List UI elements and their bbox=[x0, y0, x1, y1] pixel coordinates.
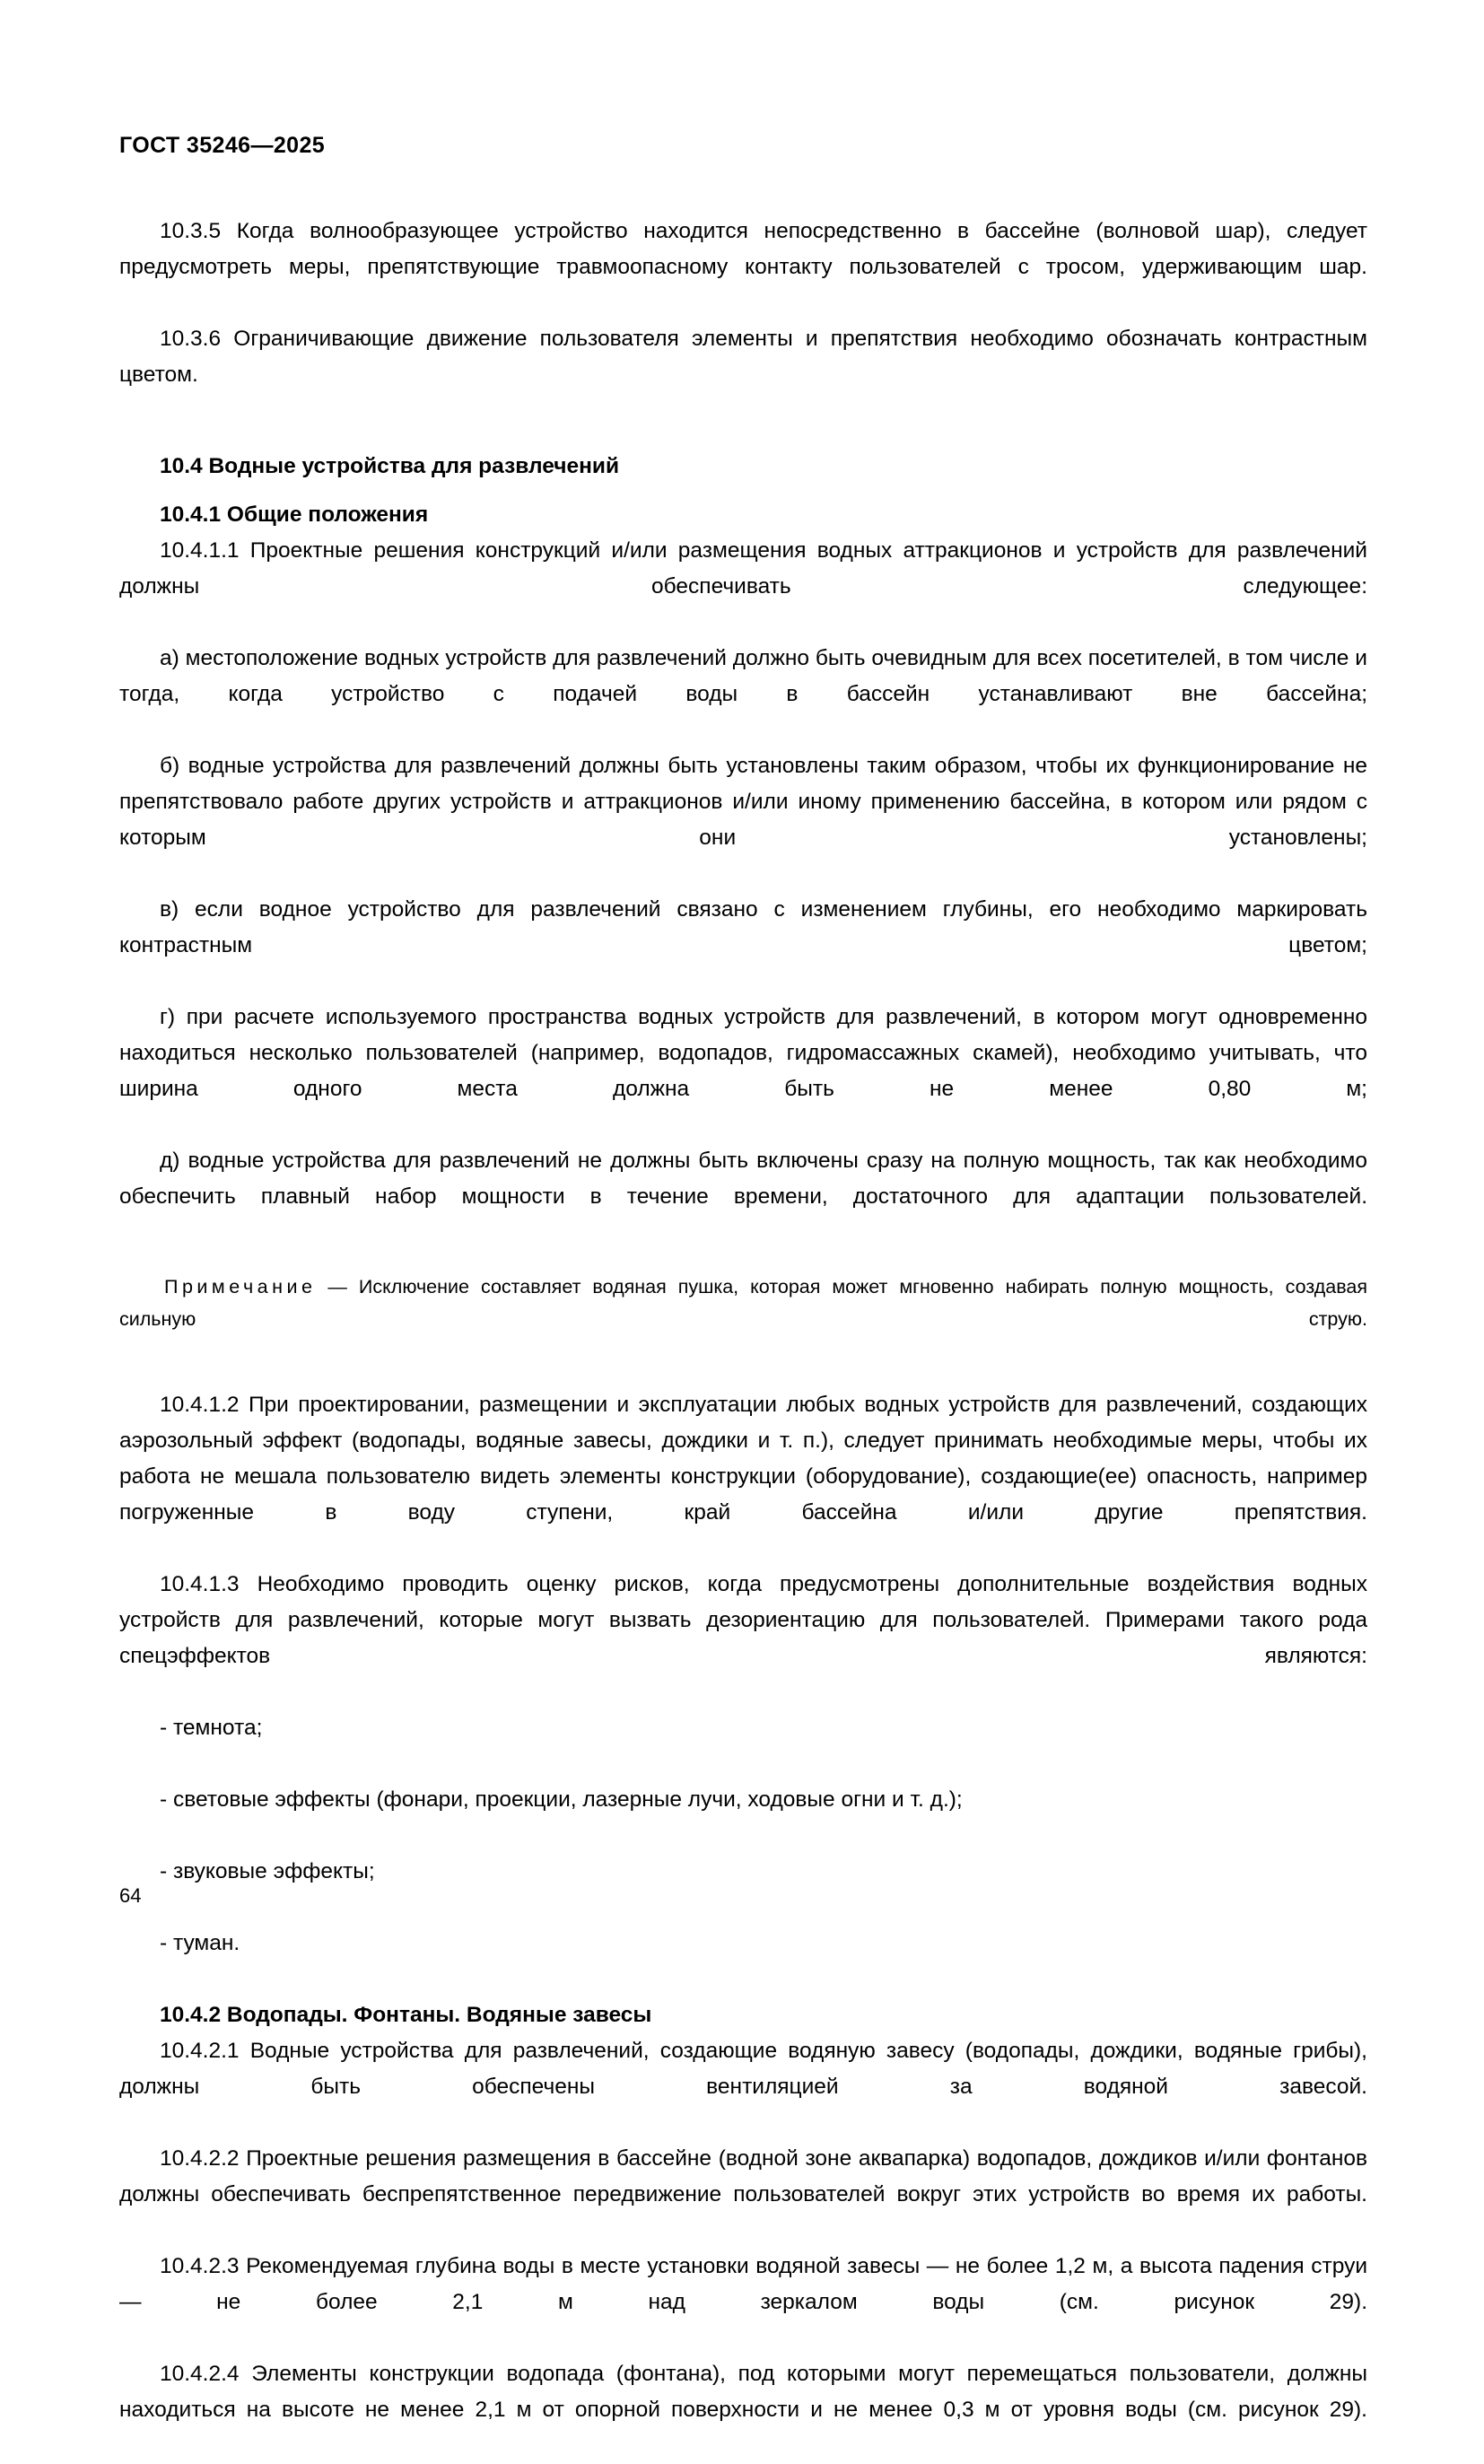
note-text: Исключение составляет водяная пушка, которая может мгновенно набирать полную мощность, создавая сильную струю. bbox=[119, 1276, 1368, 1330]
note-label: Примечание bbox=[164, 1276, 317, 1298]
list-item-g: г) при расчете используемого пространства водных устройств для развлечений, в котором могут одновременно находиться несколько пользователей (например, водопадов, гидромассажных скамей), необходимо учитывать, что ширина одного места должна быть не менее 0,80 м; bbox=[119, 1005, 1367, 1101]
bullet-item-sound-effects: - звуковые эффекты; bbox=[160, 1859, 375, 1883]
page-number: 64 bbox=[119, 1884, 142, 1907]
paragraph-10-4-1-3: 10.4.1.3 Необходимо проводить оценку рисков, когда предусмотрены дополнительные воздействия водных устройств для развлечений, которые могут вызвать дезориентацию для пользователей. Примерами такого рода спецэффектов являются: bbox=[119, 1572, 1367, 1668]
spacer bbox=[119, 1251, 1367, 1271]
list-item-d: д) водные устройства для развлечений не должны быть включены сразу на полную мощность, так как необходимо обеспечить плавный набор мощности в течение времени, достаточного для адаптации пользователей. bbox=[119, 1149, 1367, 1209]
paragraph-10-4-1-1: 10.4.1.1 Проектные решения конструкций и/или размещения водных аттракционов и устройств для развлечений должны обеспечивать следующее: bbox=[119, 538, 1367, 599]
note-dash: — bbox=[316, 1276, 359, 1298]
bullet-item-fog: - туман. bbox=[160, 1931, 240, 1955]
paragraph-10-3-5: 10.3.5 Когда волнообразующее устройство находится непосредственно в бассейне (волновой шар), следует предусмотреть меры, препятствующие травмоопасному контакту пользователей с тросом, удерживающим шар. bbox=[119, 219, 1367, 279]
heading-10-4-2: 10.4.2 Водопады. Фонтаны. Водяные завесы bbox=[160, 2003, 652, 2027]
paragraph-10-4-2-3: 10.4.2.3 Рекомендуемая глубина воды в месте установки водяной завесы — не более 1,2 м, а высота падения струи — не более 2,1 м над зеркалом воды (см. рисунок 29). bbox=[119, 2254, 1367, 2314]
note-block bbox=[119, 1271, 1367, 1367]
bullet-item-light-effects: - световые эффекты (фонари, проекции, лазерные лучи, ходовые огни и т. д.); bbox=[160, 1787, 963, 1812]
list-item-v: в) если водное устройство для развлечений связано с изменением глубины, его необходимо маркировать контрастным цветом; bbox=[119, 897, 1367, 957]
paragraph-10-4-2-2: 10.4.2.2 Проектные решения размещения в бассейне (водной зоне аквапарка) водопадов, дождиков и/или фонтанов должны обеспечивать беспрепятственное передвижение пользователей вокруг этих устройств во время их работы. bbox=[119, 2146, 1367, 2206]
spacer bbox=[119, 1367, 1367, 1387]
spacer bbox=[119, 485, 1367, 497]
page-header-standard-number: ГОСТ 35246—2025 bbox=[119, 133, 326, 158]
heading-10-4-1: 10.4.1 Общие положения bbox=[160, 502, 429, 527]
spacer bbox=[119, 429, 1367, 449]
bullet-item-darkness: - темнота; bbox=[160, 1716, 263, 1740]
paragraph-10-4-1-2: 10.4.1.2 При проектировании, размещении и эксплуатации любых водных устройств для развлечений, создающих аэрозольный эффект (водопады, водяные завесы, дождики и т. п.), следует принимать необходимые меры, чтобы их работа не мешала пользователю видеть элементы конструкции (оборудование), создающие(ее) опасность, например погруженные в воду ступени, край бассейна и/или другие препятствия. bbox=[119, 1393, 1367, 1525]
list-item-a: а) местоположение водных устройств для развлечений должно быть очевидным для всех посетителей, в том числе и тогда, когда устройство с подачей воды в бассейн устанавливают вне бассейна; bbox=[119, 646, 1367, 706]
heading-10-4: 10.4 Водные устройства для развлечений bbox=[160, 454, 620, 478]
paragraph-10-3-6: 10.3.6 Ограничивающие движение пользователя элементы и препятствия необходимо обозначать контрастным цветом. bbox=[119, 327, 1367, 387]
page-body bbox=[119, 214, 1367, 2464]
paragraph-10-4-2-1: 10.4.2.1 Водные устройства для развлечений, создающие водяную завесу (водопады, дождики, водяные грибы), должны быть обеспечены вентиляцией за водяной завесой. bbox=[119, 2039, 1367, 2099]
paragraph-10-4-2-4: 10.4.2.4 Элементы конструкции водопада (фонтана), под которыми могут перемещаться пользователи, должны находиться на высоте не менее 2,1 м от опорной поверхности и не менее 0,3 м от уровня воды (см. рисунок 29). bbox=[119, 2362, 1367, 2422]
list-item-b: б) водные устройства для развлечений должны быть установлены таким образом, чтобы их функционирование не препятствовало работе других устройств и аттракционов и/или иному применению бассейна, в котором или рядом с которым они установлены; bbox=[119, 754, 1367, 850]
